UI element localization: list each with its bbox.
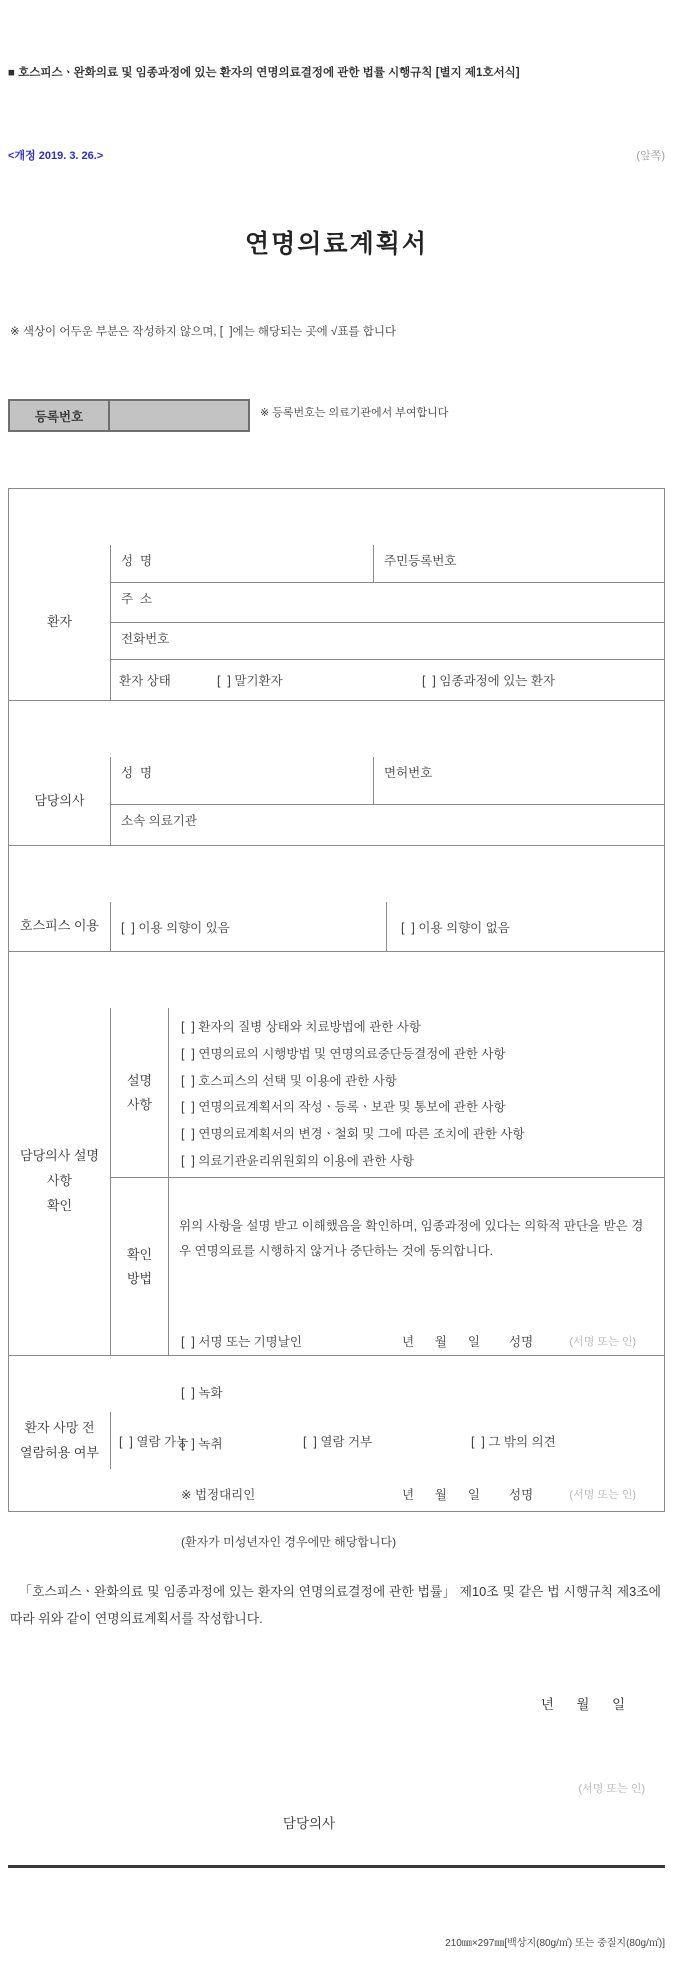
header-meta-row <box>8 147 665 163</box>
doctor-name-label: 성 명 <box>121 766 153 780</box>
registration-note: ※ 등록번호는 의료기관에서 부여합니다 <box>260 407 449 419</box>
checkbox-explained-disease-state[interactable]: [ ] 환자의 질병 상태와 치료방법에 관한 사항 <box>181 1019 422 1034</box>
patient-section-label: 환자 <box>9 545 111 700</box>
signature-date-blanks[interactable]: 년 월 일 <box>402 1334 480 1349</box>
form-title: 연명의료계획서 <box>244 230 429 258</box>
checkbox-explained-plan-withdrawal[interactable]: [ ] 연명의료계획서의 변경ㆍ철회 및 그에 따른 조치에 관한 사항 <box>181 1127 525 1142</box>
closing-sign-note: (서명 또는 인) <box>578 1783 645 1795</box>
doctor-institution-field[interactable] <box>111 805 664 845</box>
legal-representative-label: ※ 법정대리인 <box>181 1487 256 1502</box>
doctor-institution-label: 소속 의료기관 <box>121 814 197 828</box>
patient-address-field[interactable] <box>111 583 664 622</box>
minor-note: (환자가 미성년자인 경우에만 해당합니다) <box>181 1535 397 1549</box>
bottom-rule-divider <box>8 1865 665 1868</box>
patient-name-label: 성 명 <box>121 554 153 568</box>
checkbox-dying-process-patient[interactable]: [ ] 임종과정에 있는 환자 <box>422 674 555 688</box>
explanation-section-label: 담당의사 설명 사항 확인 <box>9 1008 111 1355</box>
registration-row <box>8 399 665 432</box>
fill-instruction: ※ 색상이 어두운 부분은 작성하지 않으며, [ ]에는 해당되는 곳에 √표를 합니다 <box>10 326 397 338</box>
doctor-section-label: 담당의사 <box>9 757 111 845</box>
legal-representative-row <box>169 1482 664 1505</box>
checkbox-method-signature[interactable]: [ ] 서명 또는 기명날인 <box>181 1334 302 1349</box>
legal-rep-date-blanks[interactable]: 년 월 일 <box>402 1487 480 1502</box>
method-signature-row <box>169 1329 664 1352</box>
registration-number-field[interactable] <box>110 401 248 430</box>
checkbox-disclosure-refuse[interactable]: [ ] 열람 거부 <box>303 1434 373 1449</box>
signature-name-label: 성명 <box>509 1334 534 1349</box>
paper-spec: 210㎜×297㎜[백상지(80g/㎡) 또는 중질지(80g/㎡)] <box>445 1938 665 1949</box>
checkbox-hospice-intent-no[interactable]: [ ] 이용 의향이 없음 <box>401 920 510 935</box>
legal-rep-sign-note: (서명 또는 인) <box>569 1488 636 1501</box>
checkbox-method-video[interactable]: [ ] 녹화 <box>181 1385 223 1400</box>
checkbox-disclosure-other[interactable]: [ ] 그 밖의 의견 <box>471 1434 556 1449</box>
registration-box <box>8 399 250 432</box>
hospice-section <box>9 902 664 952</box>
doctor-name-field[interactable] <box>111 757 374 804</box>
patient-state-row <box>111 660 664 700</box>
revision-date: <개정 2019. 3. 26.> <box>8 150 104 162</box>
checkbox-hospice-intent-yes[interactable]: [ ] 이용 의향이 있음 <box>111 902 387 951</box>
explanation-items-label: 설명 사항 <box>111 1008 169 1177</box>
patient-rrn-field[interactable] <box>374 545 664 582</box>
patient-state-label: 환자 상태 <box>119 674 171 688</box>
legal-rep-name-label: 성명 <box>509 1487 534 1502</box>
signature-or-seal-note: (서명 또는 인) <box>569 1335 636 1348</box>
patient-phone-label: 전화번호 <box>121 632 170 646</box>
disclosure-section <box>9 1412 664 1469</box>
explanation-items-list <box>169 1008 664 1178</box>
checkbox-method-audio[interactable]: [ ] 녹취 <box>181 1436 223 1451</box>
checkbox-terminal-patient[interactable]: [ ] 말기환자 <box>217 674 283 688</box>
checkbox-explained-ethics-committee[interactable]: [ ] 의료기관윤리위원회의 이용에 관한 사항 <box>181 1154 415 1169</box>
closing-date-blanks[interactable]: 년 월 일 <box>540 1697 625 1712</box>
page-side-label: (앞쪽) <box>636 150 665 162</box>
doctor-section <box>9 757 664 846</box>
patient-name-field[interactable] <box>111 545 374 582</box>
patient-section <box>9 545 664 701</box>
method-video-row <box>169 1380 664 1403</box>
patient-rrn-label: 주민등록번호 <box>384 554 457 568</box>
form-statute-line: ■ 호스피스ㆍ완화의료 및 임종과정에 있는 환자의 연명의료결정에 관한 법률 시행규칙 [별지 제1호서식] <box>8 67 520 79</box>
checkbox-explained-treatment-decision[interactable]: [ ] 연명의료의 시행방법 및 연명의료중단등결정에 관한 사항 <box>181 1046 506 1061</box>
registration-label: 등록번호 <box>10 401 110 430</box>
form-table <box>8 488 665 1549</box>
checkbox-explained-plan-registration[interactable]: [ ] 연명의료계획서의 작성ㆍ등록ㆍ보관 및 통보에 관한 사항 <box>181 1100 506 1115</box>
doctor-license-label: 면허번호 <box>384 766 433 780</box>
checkbox-explained-hospice-choice[interactable]: [ ] 호스피스의 선택 및 이용에 관한 사항 <box>181 1073 397 1088</box>
confirmation-method-label: 확인 방법 <box>111 1178 169 1355</box>
doctor-license-field[interactable] <box>374 757 664 804</box>
confirmation-statement: 위의 사항을 설명 받고 이해했음을 확인하며, 임종과정에 있다는 의학적 판단을 받은 경우 연명의료를 시행하지 않거나 중단하는 것에 동의합니다. <box>179 1219 644 1258</box>
signer-row <box>8 1776 665 1831</box>
disclosure-section-label: 환자 사망 전 열람허용 여부 <box>9 1412 111 1469</box>
hospice-section-label: 호스피스 이용 <box>9 902 111 951</box>
checkbox-disclosure-allow[interactable]: [ ] 열람 가능 <box>119 1434 189 1449</box>
disclosure-options <box>111 1412 664 1469</box>
patient-address-label: 주 소 <box>121 592 153 606</box>
signer-label: 담당의사 <box>282 1816 336 1831</box>
patient-phone-field[interactable] <box>111 623 664 659</box>
closing-statement: 「호스피스ㆍ완화의료 및 임종과정에 있는 환자의 연명의료결정에 관한 법률」 제10조 및 같은 법 시행규칙 제3조에 따라 위와 같이 연명의료계획서를 작성합니다. <box>10 1584 665 1626</box>
